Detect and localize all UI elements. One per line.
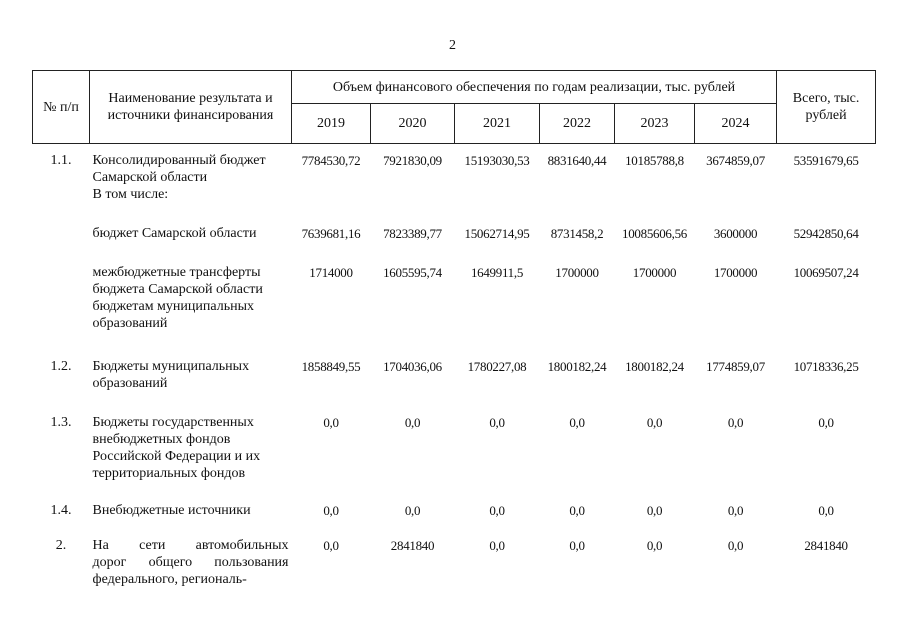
value-cell: 1780227,08 xyxy=(467,359,527,374)
page-number: 2 xyxy=(449,38,456,53)
row-name-line: Бюджеты муниципальных xyxy=(92,359,250,374)
row-number: 1.4. xyxy=(50,503,72,518)
header-year: 2019 xyxy=(292,104,371,144)
row-name-line: бюджетам муниципальных xyxy=(92,299,254,314)
row-name-line: образований xyxy=(92,316,168,331)
row-number xyxy=(33,225,90,264)
row-name xyxy=(90,537,292,588)
row-number: 1.2. xyxy=(50,359,72,374)
value-cell: 7784530,72 xyxy=(301,153,361,168)
value-cell: 2841840 xyxy=(390,538,435,553)
table-row xyxy=(33,414,876,502)
value-cell: 0,0 xyxy=(489,415,505,430)
value-cell: 0,0 xyxy=(323,503,339,518)
table-row xyxy=(33,537,876,588)
value-cell: 3600000 xyxy=(713,226,758,241)
value-cell: 1800182,24 xyxy=(625,359,684,374)
value-cell: 8831640,44 xyxy=(547,153,607,168)
value-cell: 7921830,09 xyxy=(383,153,442,168)
row-name-line: Консолидированный бюджет xyxy=(92,153,266,168)
table-row xyxy=(33,225,876,264)
value-cell: 0,0 xyxy=(646,503,663,518)
value-cell: 0,0 xyxy=(569,503,585,518)
value-cell: 0,0 xyxy=(323,415,339,430)
row-number: 2. xyxy=(55,538,67,553)
total-cell: 2841840 xyxy=(804,538,848,553)
row-name-line: дорог общего пользования xyxy=(92,555,289,570)
header-year: 2022 xyxy=(540,104,615,144)
value-cell: 0,0 xyxy=(323,538,339,553)
row-name-line: территориальных фондов xyxy=(92,466,246,481)
row-name xyxy=(90,144,292,226)
row-name-line: межбюджетные трансферты xyxy=(92,265,261,280)
value-cell: 0,0 xyxy=(727,415,744,430)
total-cell: 0,0 xyxy=(818,415,834,430)
row-name-line: На сети автомобильных xyxy=(92,538,289,553)
financing-table xyxy=(32,70,876,588)
value-cell: 15062714,95 xyxy=(464,226,530,241)
value-cell: 0,0 xyxy=(569,538,585,553)
table-row xyxy=(33,144,876,226)
value-cell: 1800182,24 xyxy=(547,359,607,374)
row-name-line: федерального, региональ- xyxy=(92,572,247,587)
value-cell: 1700000 xyxy=(713,265,758,280)
value-cell: 0,0 xyxy=(569,415,585,430)
table-row xyxy=(33,264,876,358)
row-number xyxy=(33,264,90,358)
total-cell: 10718336,25 xyxy=(793,359,859,374)
value-cell: 0,0 xyxy=(646,415,663,430)
value-cell: 1704036,06 xyxy=(383,359,442,374)
value-cell: 3674859,07 xyxy=(706,153,765,168)
value-cell: 0,0 xyxy=(727,538,744,553)
value-cell: 10185788,8 xyxy=(625,153,684,168)
value-cell: 7639681,16 xyxy=(301,226,361,241)
row-name xyxy=(90,358,292,414)
header-year: 2024 xyxy=(695,104,777,144)
value-cell: 1649911,5 xyxy=(470,265,524,280)
total-cell: 52942850,64 xyxy=(793,226,859,241)
value-cell: 1858849,55 xyxy=(301,359,361,374)
header-num: № п/п xyxy=(33,71,90,144)
row-name-line: бюджета Самарской области xyxy=(92,282,263,297)
total-cell: 10069507,24 xyxy=(793,265,859,280)
row-number: 1.3. xyxy=(50,415,72,430)
header-total: Всего, тыс. рублей xyxy=(777,71,876,144)
row-name-line: Самарской области xyxy=(92,170,208,185)
value-cell: 15193030,53 xyxy=(464,153,530,168)
row-number: 1.1. xyxy=(50,153,72,168)
row-name-line: Внебюджетные источники xyxy=(92,503,251,518)
value-cell: 1774859,07 xyxy=(706,359,765,374)
row-name-line: образований xyxy=(92,376,168,391)
header-year: 2023 xyxy=(615,104,695,144)
row-name-line: бюджет Самарской области xyxy=(92,226,257,241)
row-name xyxy=(90,414,292,502)
table-row xyxy=(33,502,876,537)
value-cell: 1714000 xyxy=(309,265,353,280)
total-cell: 53591679,65 xyxy=(793,153,859,168)
value-cell: 8731458,2 xyxy=(550,226,604,241)
row-name-line: Бюджеты государственных xyxy=(92,415,254,430)
value-cell: 1605595,74 xyxy=(383,265,442,280)
value-cell: 0,0 xyxy=(646,538,663,553)
header-name: Наименование результата и источники финансирования xyxy=(90,71,292,144)
value-cell: 0,0 xyxy=(727,503,744,518)
value-cell: 0,0 xyxy=(489,503,505,518)
total-cell: 0,0 xyxy=(818,503,834,518)
row-name xyxy=(90,264,292,358)
header-group: Объем финансового обеспечения по годам реализации, тыс. рублей xyxy=(292,71,777,104)
value-cell: 10085606,56 xyxy=(622,226,687,241)
value-cell: 0,0 xyxy=(404,415,421,430)
value-cell: 0,0 xyxy=(489,538,505,553)
row-name xyxy=(90,502,292,537)
value-cell: 1700000 xyxy=(555,265,599,280)
row-name-line: В том числе: xyxy=(92,187,169,202)
value-cell: 7823389,77 xyxy=(383,226,442,241)
value-cell: 0,0 xyxy=(404,503,421,518)
row-name-line: Российской Федерации и их xyxy=(92,449,261,464)
header-year: 2021 xyxy=(455,104,540,144)
row-name-line: внебюджетных фондов xyxy=(92,432,231,447)
value-cell: 1700000 xyxy=(632,265,677,280)
header-year: 2020 xyxy=(371,104,455,144)
row-name xyxy=(90,225,292,264)
table-row xyxy=(33,358,876,414)
